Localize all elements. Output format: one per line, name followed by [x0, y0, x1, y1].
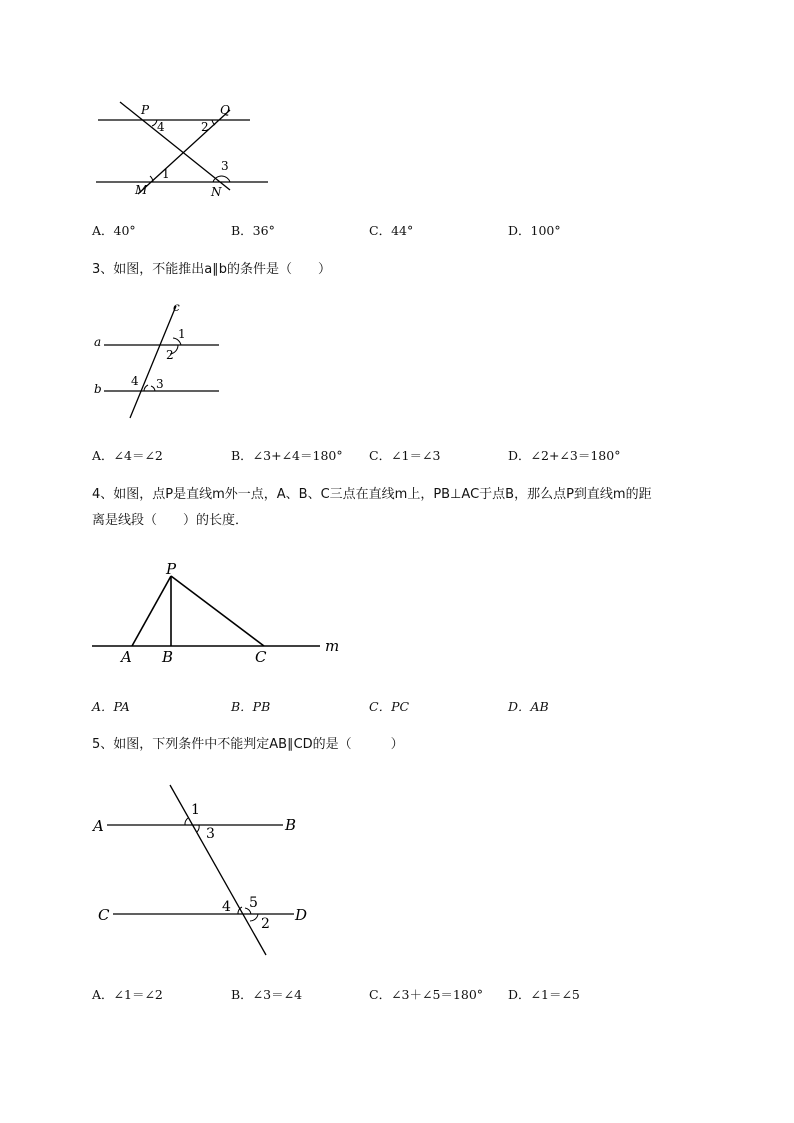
q3-question: 3、如图，不能推出a∥b的条件是（ ）	[92, 262, 331, 277]
q3-label-a: a	[94, 335, 102, 349]
q2-label-q: Q	[220, 103, 230, 117]
q2-option-c[interactable]: C．44°	[369, 223, 414, 238]
q3-angle-3: 3	[156, 377, 164, 391]
q4-option-a-text: A．PA	[92, 699, 130, 714]
q3-option-d[interactable]: D．∠2+∠3＝180°	[508, 448, 621, 463]
q3-arc-3	[151, 386, 155, 391]
q3-angle-4: 4	[131, 374, 139, 388]
q3-label-b: b	[94, 382, 102, 396]
q5-angle-2: 2	[261, 916, 270, 932]
q4-segment-pc	[171, 576, 264, 646]
q2-figure	[90, 96, 280, 206]
q4-option-d-text: D．AB	[508, 699, 549, 714]
q2-option-b[interactable]: B．36°	[231, 223, 275, 238]
q3-option-c[interactable]: C．∠1＝∠3	[369, 448, 441, 463]
q3-angle-1: 1	[178, 327, 186, 341]
q5-arc-3	[197, 825, 199, 832]
q4-label-b: B	[162, 648, 174, 666]
q2-option-a[interactable]: A．40°	[92, 223, 136, 238]
q2-option-d[interactable]: D．100°	[508, 223, 561, 238]
q5-angle-3: 3	[206, 826, 215, 842]
q2-label-p: P	[141, 103, 150, 117]
q4-label-p: P	[166, 560, 177, 578]
q5-question: 5、如图，下列条件中不能判定AB∥CD的是（ ）	[92, 737, 404, 752]
q5-label-b: B	[285, 816, 297, 834]
q4-option-d[interactable]	[508, 697, 549, 715]
q4-option-c[interactable]	[369, 697, 409, 715]
q5-option-d[interactable]: D．∠1＝∠5	[508, 987, 580, 1002]
q2-angle-1: 1	[162, 167, 170, 181]
q5-label-d: D	[295, 906, 308, 924]
q2-angle-4: 4	[157, 120, 165, 134]
q5-arc-2	[250, 914, 258, 921]
q4-segment-pa	[132, 576, 171, 646]
q2-transversal-pn	[120, 102, 230, 190]
q3-arc-4	[144, 385, 148, 391]
q4-option-b[interactable]	[231, 697, 270, 715]
q2-angle-2: 2	[201, 120, 209, 134]
q3-angle-2: 2	[166, 348, 174, 362]
q2-angle-3: 3	[221, 159, 229, 173]
q5-arc-1	[185, 818, 188, 825]
q5-label-a: A	[93, 817, 104, 835]
q3-transversal-c	[130, 306, 176, 418]
q5-figure	[90, 780, 330, 960]
q5-option-b[interactable]: B．∠3＝∠4	[231, 987, 303, 1002]
q2-label-n: N	[211, 185, 222, 199]
q4-option-c-text: C．PC	[369, 699, 410, 714]
q4-label-a: A	[121, 648, 132, 666]
q2-label-m: M	[135, 183, 148, 197]
q4-option-b-text: B．PB	[231, 699, 271, 714]
q5-angle-5: 5	[249, 895, 258, 911]
q4-label-c: C	[255, 648, 267, 666]
q3-option-b[interactable]: B．∠3+∠4＝180°	[231, 448, 343, 463]
q4-question-line1: 4、如图，点P是直线m外一点，A、B、C三点在直线m上，PB⊥AC于点B，那么点P到直线m的距	[92, 487, 652, 502]
q5-transversal	[170, 785, 266, 955]
q5-label-c: C	[98, 906, 110, 924]
q4-question-line2: 离是线段（ ）的长度．	[92, 513, 249, 528]
q4-label-m: m	[325, 637, 340, 655]
q3-option-a[interactable]: A．∠4＝∠2	[92, 448, 163, 463]
q5-angle-1: 1	[191, 802, 200, 818]
q3-figure	[90, 300, 230, 424]
q4-figure	[90, 558, 350, 670]
q5-option-c[interactable]: C．∠3＋∠5＝180°	[369, 987, 484, 1002]
q3-label-c: c	[173, 300, 180, 314]
q5-angle-4: 4	[222, 899, 231, 915]
q5-option-a[interactable]: A．∠1＝∠2	[92, 987, 163, 1002]
q4-option-a[interactable]	[92, 697, 130, 715]
